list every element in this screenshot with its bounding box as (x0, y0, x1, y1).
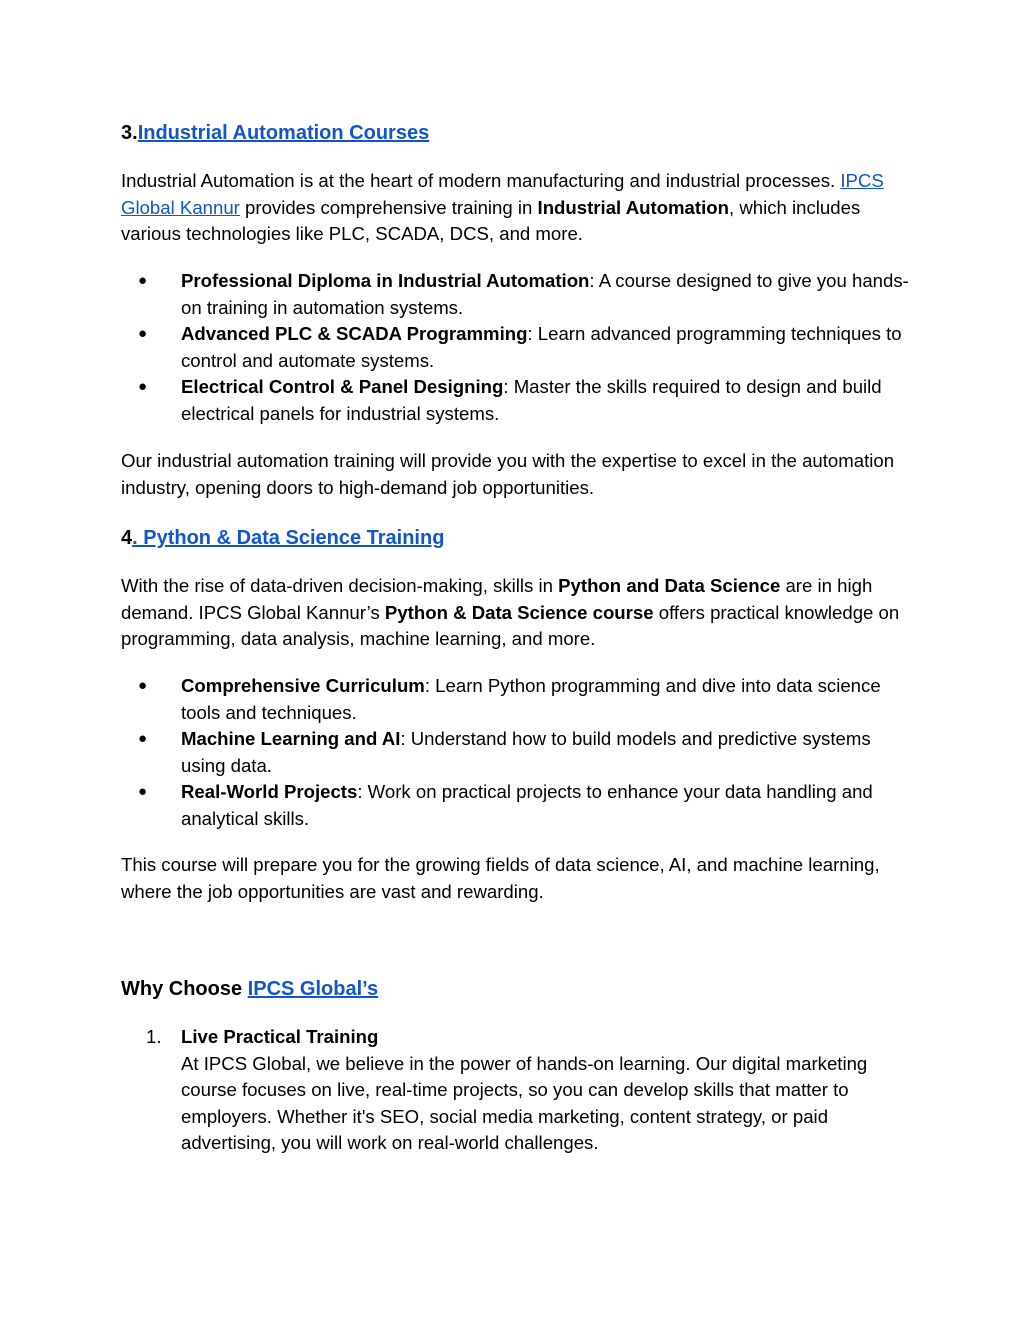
bullet-icon: ● (138, 677, 148, 694)
list-item (121, 321, 911, 374)
why-choose-list (121, 1024, 911, 1157)
list-item (121, 374, 911, 427)
intro-text: Industrial Automation is at the heart of modern manufacturing and industrial processes. (121, 170, 841, 191)
python-data-science-feature-list (121, 673, 911, 832)
intro-text: are in high demand. IPCS Global Kannur’s (121, 575, 873, 623)
intro-text: , which includes various technologies like PLC, SCADA, DCS, and more. (121, 196, 861, 244)
industrial-automation-intro (121, 168, 911, 248)
list-item-text: : Work on practical projects to enhance your data handling and analytical skills. (181, 781, 873, 829)
list-item-text: : A course designed to give you hands-on training in automation systems. (181, 270, 909, 318)
section-number: 4 (121, 527, 133, 549)
intro-text: With the rise of data-driven decision-making, skills in (121, 575, 559, 596)
intro-bold-text: Python & Data Science course (384, 601, 654, 623)
why-choose-prefix: Why Choose (121, 978, 248, 1000)
bullet-icon: ● (138, 272, 148, 289)
python-data-science-intro (121, 573, 911, 653)
industrial-automation-course-list (121, 268, 911, 427)
list-item-title: Electrical Control & Panel Designing (181, 376, 504, 397)
list-item-text: At IPCS Global, we believe in the power of hands-on learning. Our digital marketing course focuses on live, real-time projects, so you can develop skills that matter to employers. Whether it's SEO, social media marketing, content strategy, or paid advertising, you will work on real-world challenges. (181, 1052, 868, 1153)
list-item-title: Live Practical Training (181, 1026, 379, 1047)
python-data-science-outro: This course will prepare you for the growing fields of data science, AI, and machine learning, where the job opportunities are vast and rewarding. (121, 854, 880, 902)
section-heading-industrial-automation (121, 120, 429, 146)
list-item (121, 268, 911, 321)
list-item (121, 673, 911, 726)
list-item-text: : Understand how to build models and predictive systems using data. (181, 728, 871, 776)
list-item-title: Professional Diploma in Industrial Automation (181, 270, 590, 291)
list-item (121, 726, 911, 779)
list-number: 1. (146, 1026, 162, 1047)
list-item-title: Machine Learning and AI (181, 728, 401, 749)
industrial-automation-outro: Our industrial automation training will provide you with the expertise to excel in the automation industry, opening doors to high-demand job opportunities. (121, 450, 895, 498)
bullet-icon: ● (138, 325, 148, 342)
list-item-title: Comprehensive Curriculum (181, 675, 425, 696)
list-item-text: : Learn Python programming and dive into data science tools and techniques. (181, 675, 881, 723)
industrial-automation-courses-link[interactable]: Industrial Automation Courses (137, 122, 430, 144)
list-item (121, 1024, 911, 1157)
list-item-text: : Learn advanced programming techniques to control and automate systems. (181, 323, 902, 371)
list-item (121, 779, 911, 832)
ipcs-globals-link[interactable]: IPCS Global’s (247, 978, 379, 1000)
ipcs-global-kannur-link[interactable]: IPCS Global Kannur (121, 170, 884, 218)
intro-text: offers practical knowledge on programming, data analysis, machine learning, and more. (121, 601, 900, 649)
python-data-science-training-link[interactable]: . Python & Data Science Training (132, 527, 445, 549)
intro-text: provides comprehensive training in (239, 196, 538, 218)
intro-bold-text: Industrial Automation (537, 196, 729, 218)
section-heading-python-data-science (121, 525, 444, 551)
why-choose-heading (121, 976, 378, 1002)
list-item-text: : Master the skills required to design and build electrical panels for industrial systems. (181, 376, 882, 424)
bullet-icon: ● (138, 730, 148, 747)
section-number: 3. (121, 122, 138, 144)
list-item-title: Advanced PLC & SCADA Programming (181, 323, 528, 344)
intro-bold-text: Python and Data Science (558, 575, 781, 596)
bullet-icon: ● (138, 378, 148, 395)
list-item-title: Real-World Projects (181, 781, 358, 802)
bullet-icon: ● (138, 783, 148, 800)
